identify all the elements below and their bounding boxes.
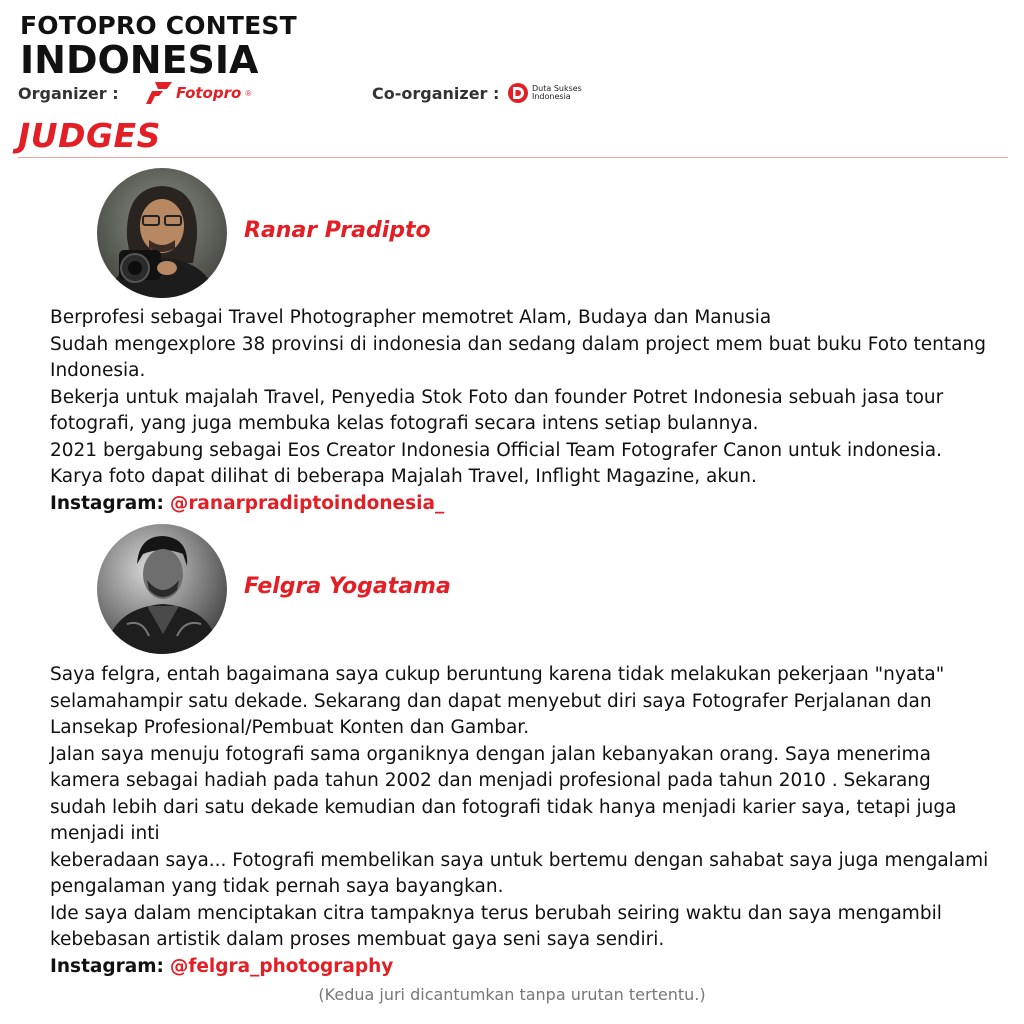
- judge-1-bio-line: Berprofesi sebagai Travel Photographer memotret Alam, Budaya dan Manusia: [50, 307, 772, 328]
- organizer-row: [18, 82, 718, 108]
- fotopro-registered-mark: ®: [245, 88, 252, 98]
- organizer-label: Organizer :: [18, 84, 119, 103]
- judge-1-portrait-icon: [97, 168, 227, 298]
- judge-2-portrait-icon: [97, 524, 227, 654]
- judge-1-bio: [50, 305, 990, 517]
- judges-section-title: JUDGES: [18, 116, 161, 155]
- co-organizer-label: Co-organizer :: [372, 84, 500, 103]
- footnote: (Kedua juri dicantumkan tanpa urutan tertentu.): [318, 985, 706, 1004]
- judge-1-name: Ranar Pradipto: [244, 218, 431, 243]
- judge-2-bio-line: keberadaan saya... Fotografi membelikan saya untuk bertemu dengan sahabat saya juga mengalami pengalaman yang tidak pernah saya bayangkan.: [50, 849, 989, 897]
- judge-2-instagram-handle[interactable]: @felgra_photography: [169, 955, 394, 977]
- section-divider: [18, 157, 1008, 158]
- judge-1-avatar: [97, 168, 227, 298]
- judge-2-bio: [50, 662, 990, 980]
- contest-header: [20, 12, 297, 80]
- judge-2-avatar: [97, 524, 227, 654]
- judge-1-instagram-label: Instagram:: [50, 492, 164, 514]
- judge-1-instagram: [50, 491, 990, 518]
- judge-2-bio-line: Saya felgra, entah bagaimana saya cukup beruntung karena tidak melakukan pekerjaan "nyata" selamahampir satu dekade. Sekarang dan dapat menyebut diri saya Fotografer Perjalanan dan Lansekap Profesional/Pembuat Konten dan Gambar.: [50, 664, 945, 738]
- judge-1-bio-line: Sudah mengexplore 38 provinsi di indonesia dan sedang dalam project mem buat buku Foto tentang Indonesia.: [50, 333, 986, 381]
- fotopro-logo-text: Fotopro: [176, 84, 242, 102]
- judge-2-bio-line: Jalan saya menuju fotografi sama organiknya dengan jalan kebanyakan orang. Saya menerima kamera sebagai hadiah pada tahun 2002 dan menjadi profesional pada tahun 2010 . Sekarang sudah lebih dari satu dekade kemudian dan fotografi tidak hanya menjadi karier saya, tetapi juga menjadi inti: [50, 743, 957, 844]
- fotopro-mark-icon: [146, 82, 172, 104]
- judge-1-instagram-handle[interactable]: @ranarpradiptoindonesia_: [169, 492, 445, 514]
- duta-sukses-logo: [507, 82, 582, 104]
- judge-2-name: Felgra Yogatama: [244, 574, 451, 599]
- judge-1-bio-line: Karya foto dapat dilihat di beberapa Majalah Travel, Inflight Magazine, akun.: [50, 466, 757, 487]
- judge-2-bio-line: Ide saya dalam menciptakan citra tampaknya terus berubah seiring waktu dan saya mengambil kebebasan artistik dalam proses membuat gaya seni saya sendiri.: [50, 902, 942, 950]
- judge-1-bio-line: 2021 bergabung sebagai Eos Creator Indonesia Official Team Fotografer Canon untuk indonesia.: [50, 439, 943, 461]
- judge-1-bio-line: Bekerja untuk majalah Travel, Penyedia Stok Foto dan founder Potret Indonesia sebuah jasa tour fotografi, yang juga membuka kelas fotografi secara intens setiap bulannya.: [50, 386, 944, 434]
- duta-logo-line1: Duta Sukses: [532, 84, 582, 93]
- contest-title-line1: FOTOPRO CONTEST: [20, 11, 297, 40]
- duta-sukses-mark-icon: [507, 82, 529, 104]
- judge-2-instagram-label: Instagram:: [50, 955, 164, 977]
- fotopro-logo: [146, 82, 251, 104]
- contest-title-line2: INDONESIA: [20, 38, 259, 82]
- duta-logo-line2: Indonesia: [532, 92, 571, 101]
- judge-2-instagram: [50, 954, 990, 981]
